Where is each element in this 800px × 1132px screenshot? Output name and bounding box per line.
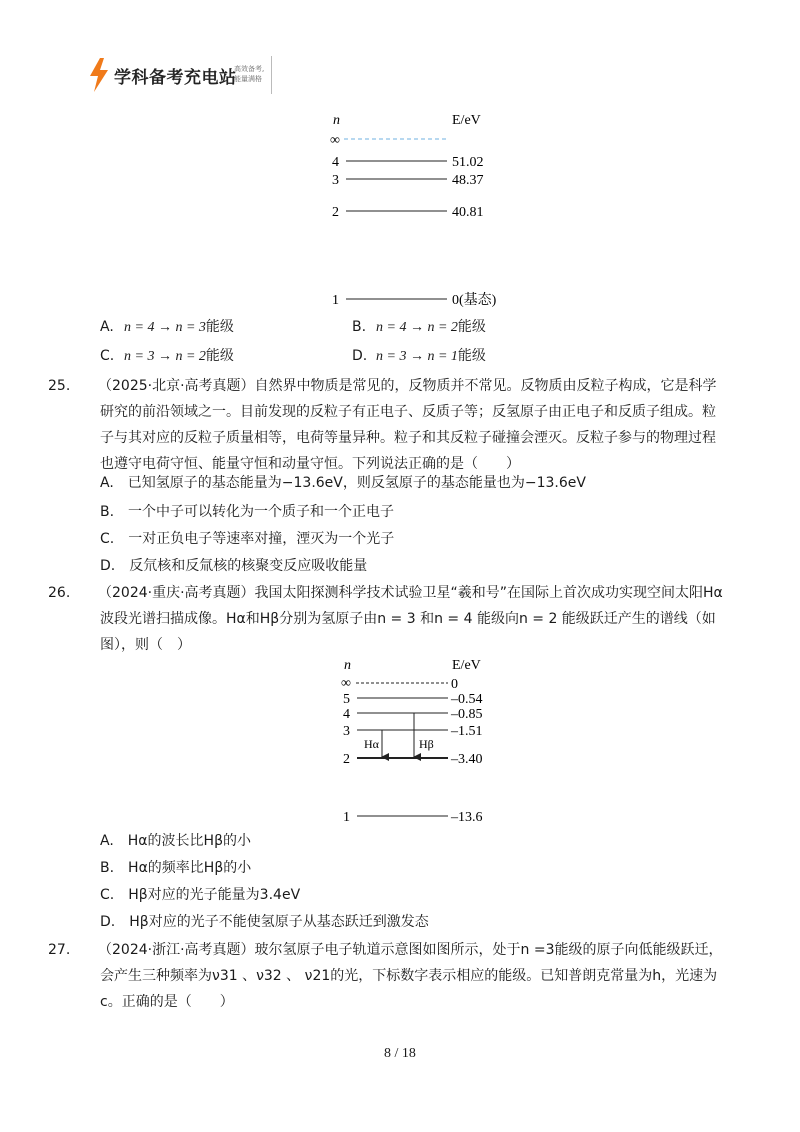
logo-tagline: 高效备考, 能量满格 — [234, 65, 265, 83]
level-n-4: 4 — [343, 707, 350, 722]
q25-option-c: C. 一对正负电子等速率对撞，湮灭为一个光子 — [100, 531, 395, 547]
level-e-2: –3.40 — [451, 752, 483, 767]
q26-option-a: A. Hα的波长比Hβ的小 — [100, 833, 251, 849]
level-e-inf: 0 — [451, 677, 458, 692]
n-axis-label: n — [344, 658, 351, 673]
q25-option-a: A. 已知氢原子的基态能量为−13.6eV，则反氢原子的基态能量也为−13.6eV — [100, 475, 586, 491]
q24-option-c: C. n = 3 → n = 2能级 — [100, 348, 234, 364]
logo-text: 学科备考充电站 — [114, 68, 237, 88]
q26-option-b: B. Hα的频率比Hβ的小 — [100, 860, 252, 876]
q25-stem: 25. （2025·北京·高考真题）自然界中物质是常见的，反物质并不常见。反物质由反粒子构成，它是科学研究的前沿领域之一。目前发现的反粒子有正电子、反质子等；反氢原子由正电子和反质子组成。粒子与其对应的反粒子质量相等，电荷等量异种。粒子和其反粒子碰撞会湮灭。反粒子参与的物理过程也遵守电荷守恒、能量守恒和动量守恒。下列说法正确的是（ ） — [48, 378, 717, 472]
level-n-1: 1 — [343, 810, 350, 825]
level-e-3: 48.37 — [452, 173, 484, 188]
level-e-1: 0(基态) — [452, 293, 497, 308]
e-axis-label: E/eV — [452, 658, 481, 673]
level-n-3: 3 — [332, 173, 339, 188]
q26-option-c: C. Hβ对应的光子能量为3.4eV — [100, 887, 301, 903]
n-axis-label: n — [333, 113, 340, 128]
q25-option-d: D. 反氘核和反氚核的核聚变反应吸收能量 — [100, 558, 368, 574]
energy-level-diagram-2 — [0, 650, 800, 830]
q24-option-b: B. n = 4 → n = 2能级 — [352, 319, 486, 335]
inf-label: ∞ — [341, 676, 351, 691]
h-beta-label: Hβ — [419, 737, 434, 751]
q27-stem: 27. （2024·浙江·高考真题）玻尔氢原子电子轨道示意图如图所示，处于n =3能级的原子向低能级跃迁，会产生三种频率为ν31 、ν32 、 ν21的光，下标数字表示相应的能级。已知普朗克常量为h，光速为c。正确的是（ ） — [48, 942, 723, 1010]
energy-level-diagram-1 — [0, 0, 800, 320]
inf-label: ∞ — [330, 133, 340, 148]
q24-option-d: D. n = 3 → n = 1能级 — [352, 348, 486, 364]
level-n-4: 4 — [332, 155, 339, 170]
level-e-5: –0.54 — [451, 692, 483, 707]
q24-option-a: A. n = 4 → n = 3能级 — [100, 319, 234, 335]
level-n-2: 2 — [332, 205, 339, 220]
level-n-1: 1 — [332, 293, 339, 308]
level-e-4: 51.02 — [452, 155, 484, 170]
q25-option-b: B. 一个中子可以转化为一个质子和一个正电子 — [100, 504, 395, 520]
h-alpha-label: Hα — [364, 737, 379, 751]
level-e-3: –1.51 — [451, 724, 483, 739]
q26-option-d: D. Hβ对应的光子不能使氢原子从基态跃迁到激发态 — [100, 914, 429, 930]
level-e-2: 40.81 — [452, 205, 484, 220]
level-e-1: –13.6 — [451, 810, 483, 825]
page-number: 8 / 18 — [384, 1046, 416, 1061]
e-axis-label: E/eV — [452, 113, 481, 128]
q26-stem: 26. （2024·重庆·高考真题）我国太阳探测科学技术试验卫星“羲和号”在国际上首次成功实现空间太阳Hα波段光谱扫描成像。Hα和Hβ分别为氢原子由n = 3 和n = 4 能级向n = 2 能级跃迁产生的谱线（如图），则（ ） — [48, 585, 723, 653]
level-e-4: –0.85 — [451, 707, 483, 722]
level-n-5: 5 — [343, 692, 350, 707]
level-n-2: 2 — [343, 752, 350, 767]
level-n-3: 3 — [343, 724, 350, 739]
